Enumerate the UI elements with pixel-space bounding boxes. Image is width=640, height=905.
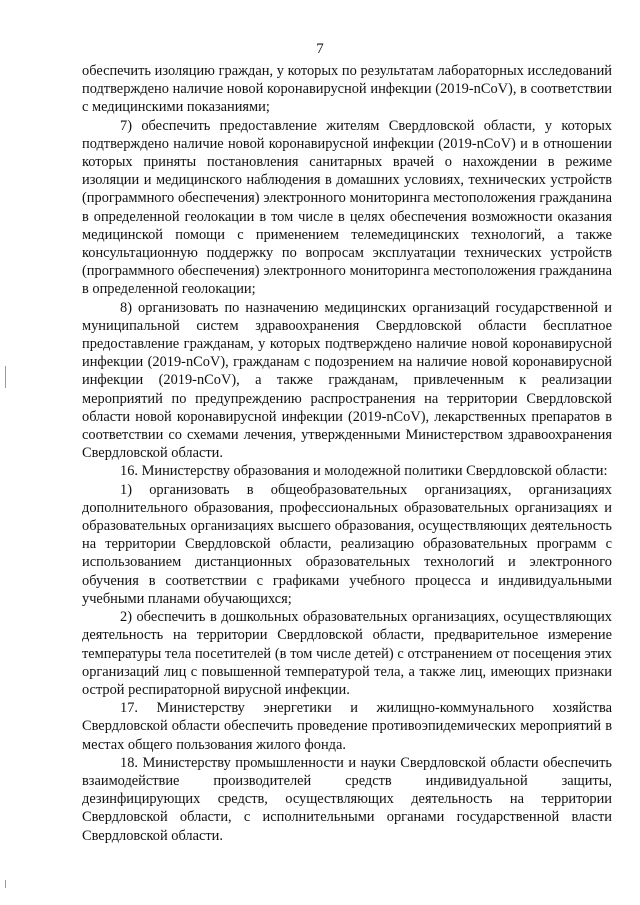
scan-margin-mark <box>5 880 6 888</box>
scan-margin-mark <box>5 366 6 388</box>
paragraph-clause-16-item-1: 1) организовать в общеобразовательных организациях, организациях дополнительного образования, профессиональных образовательных организациях и образовательных организациях высшего образования, осуществляющих деятельность на территории Свердловской области, реализацию образовательных программ с использованием дистанционных образовательных технологий и электронного обучения в соответствии с графиками учебного процесса и индивидуальными учебными планами обучающихся; <box>82 481 612 607</box>
paragraph-clause-16: 16. Министерству образования и молодежной политики Свердловской области: <box>120 463 608 480</box>
paragraph-continuation: обеспечить изоляцию граждан, у которых по результатам лабораторных исследований подтверждено наличие новой коронавирусной инфекции (2019-nCoV), в соответствии с медицинскими показаниями; <box>82 63 612 116</box>
document-body <box>82 62 612 845</box>
paragraph-item-7: 7) обеспечить предоставление жителям Свердловской области, у которых подтверждено наличие новой коронавирусной инфекции (2019-nCoV) и в отношении которых приняты постановления санитарных врачей о нахождении в режиме изоляции и медицинского наблюдения в домашних условиях, технических устройств (программного обеспечения) электронного мониторинга местоположения гражданина в определенной геолокации в том числе в целях обеспечения возможности оказания медицинской помощи с применением телемедицинских технологий, а также консультационную поддержку по вопросам эксплуатации технических устройств (программного обеспечения) электронного мониторинга местоположения гражданина в определенной геолокации; <box>82 117 612 298</box>
paragraph-clause-17: 17. Министерству энергетики и жилищно-коммунального хозяйства Свердловской области обеспечить проведение противоэпидемических мероприятий в местах общего пользования жилого фонда. <box>82 700 612 753</box>
paragraph-item-8: 8) организовать по назначению медицинских организаций государственной и муниципальной систем здравоохранения Свердловской области бесплатное предоставление гражданам, у которых подтверждено наличие новой коронавирусной инфекции (2019-nCoV), гражданам с подозрением на наличие новой коронавирусной инфекции (2019-nCoV), а также гражданам, привлеченным к реализации мероприятий по предупреждению распространения на территории Свердловской области новой коронавирусной инфекции (2019-nCoV), лекарственных препаратов в соответствии со схемами лечения, утвержденными Министерством здравоохранения Свердловской области. <box>82 299 612 462</box>
paragraph-clause-18: 18. Министерству промышленности и науки Свердловской области обеспечить взаимодействие производителей средств индивидуальной защиты, дезинфицирующих средств, осуществляющих деятельность на территории Свердловской области, с исполнительными органами государственной власти Свердловской области. <box>82 754 612 844</box>
paragraph-clause-16-item-2: 2) обеспечить в дошкольных образовательных организациях, осуществляющих деятельность на территории Свердловской области, предварительное измерение температуры тела посетителей (в том числе детей) с отстранением от посещения этих организаций лиц с повышенной температурой тела, а также лиц, имеющих признаки острой респираторной вирусной инфекции. <box>82 609 612 698</box>
page-number: 7 <box>316 41 324 57</box>
